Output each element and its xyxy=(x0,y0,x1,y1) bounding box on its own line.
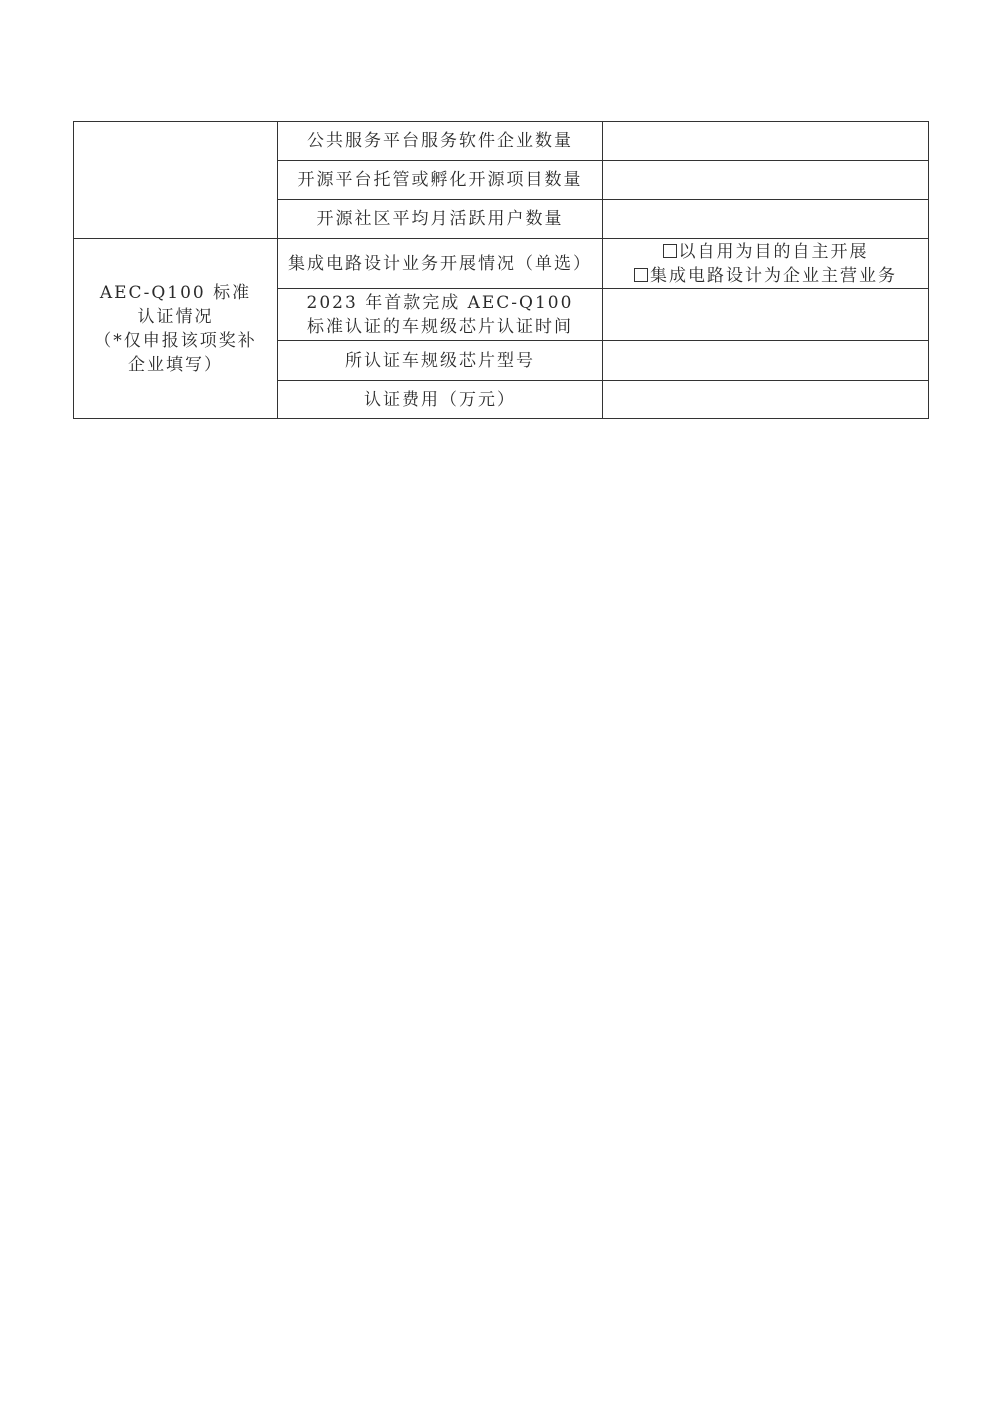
row-label-chip-model: 所认证车规级芯片型号 xyxy=(278,341,603,381)
group2-label-line: 认证情况 xyxy=(137,306,214,327)
option-label: 以自用为目的自主开展 xyxy=(678,241,869,262)
option-label: 集成电路设计为企业主营业务 xyxy=(650,265,897,286)
group2-label-cell xyxy=(74,239,278,419)
row-label-cert-time xyxy=(278,289,603,341)
table-row xyxy=(74,122,929,161)
option-main-business[interactable] xyxy=(607,264,924,288)
value-field-public-service-software-count[interactable] xyxy=(603,122,929,161)
ic-design-options-cell xyxy=(603,239,929,289)
option-self-use[interactable] xyxy=(607,240,924,264)
row-label-monthly-active-users: 开源社区平均月活跃用户数量 xyxy=(278,200,603,239)
row-label-cert-cost: 认证费用（万元） xyxy=(278,381,603,419)
row-label-line: 2023 年首款完成 AEC-Q100 xyxy=(306,292,574,313)
group2-label-line: （*仅申报该项奖补 xyxy=(94,330,257,351)
row-label-ic-design-business: 集成电路设计业务开展情况（单选） xyxy=(278,239,603,289)
table-row xyxy=(74,239,929,289)
value-field-cert-cost[interactable] xyxy=(603,381,929,419)
value-field-chip-model[interactable] xyxy=(603,341,929,381)
value-field-monthly-active-users[interactable] xyxy=(603,200,929,239)
group1-label-cell xyxy=(74,122,278,239)
application-form-table xyxy=(73,121,929,419)
value-field-open-source-projects-count[interactable] xyxy=(603,161,929,200)
group2-label-line: 企业填写） xyxy=(128,354,223,375)
row-label-public-service-software-count: 公共服务平台服务软件企业数量 xyxy=(278,122,603,161)
group2-label-line: AEC-Q100 标准 xyxy=(99,282,252,303)
checkbox-icon[interactable] xyxy=(634,268,648,282)
checkbox-icon[interactable] xyxy=(663,244,677,258)
row-label-line: 标准认证的车规级芯片认证时间 xyxy=(307,316,573,337)
value-field-cert-time[interactable] xyxy=(603,289,929,341)
row-label-open-source-projects-count: 开源平台托管或孵化开源项目数量 xyxy=(278,161,603,200)
